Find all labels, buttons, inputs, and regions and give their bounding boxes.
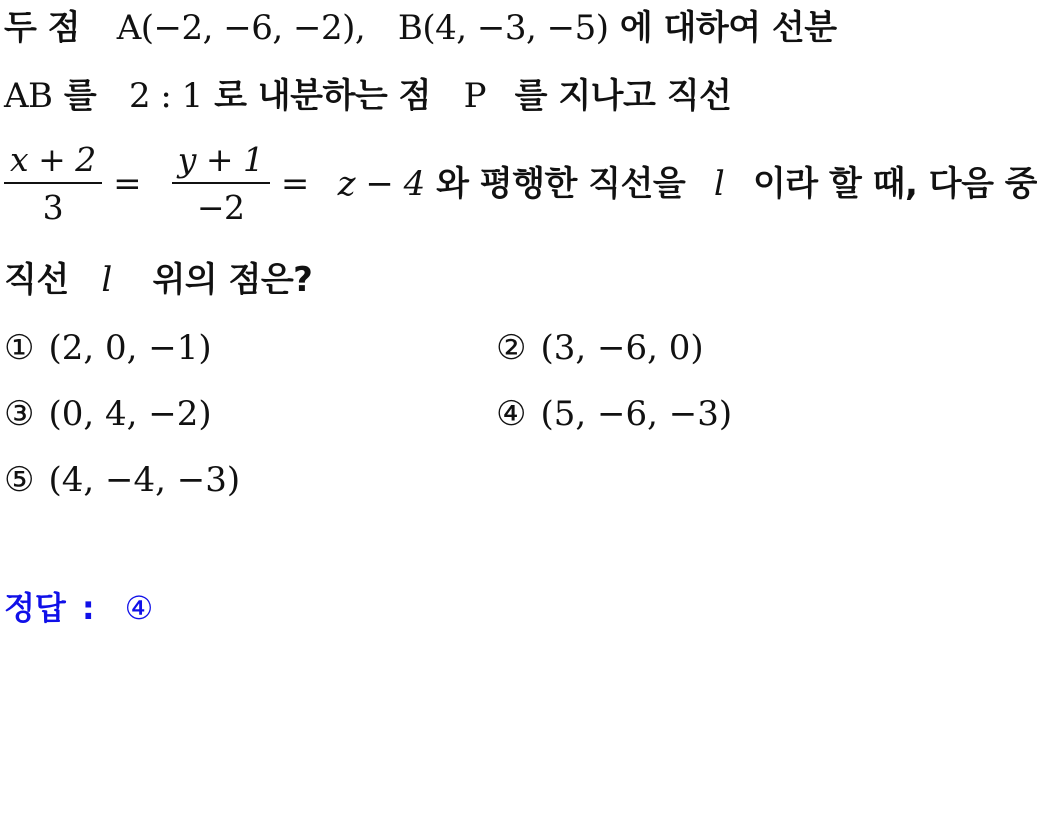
choice-3[interactable]	[4, 394, 212, 434]
text-segment: 위의 점은?	[152, 260, 313, 300]
point-p: P	[463, 76, 486, 116]
problem-line-2	[4, 76, 731, 116]
text-segment: 로 내분하는 점	[214, 76, 431, 116]
fraction-numerator: y + 1	[172, 140, 270, 184]
choice-value: (2, 0, −1)	[48, 328, 212, 368]
fraction-y	[172, 140, 270, 228]
choice-2[interactable]	[496, 328, 704, 368]
choice-number: ⑤	[4, 460, 35, 500]
answer-value: ④	[124, 589, 154, 627]
equals-sign: =	[113, 164, 142, 204]
text-segment: 를	[63, 76, 97, 116]
point-a: A(−2, −6, −2),	[116, 8, 366, 48]
choice-number: ②	[496, 328, 527, 368]
equals-sign: =	[280, 164, 309, 204]
line-l: l	[101, 260, 112, 300]
answer-label: 정답	[4, 589, 66, 627]
choice-value: (0, 4, −2)	[48, 394, 212, 434]
fraction-denominator: −2	[196, 188, 245, 227]
choice-1[interactable]	[4, 328, 212, 368]
fraction-numerator: x + 2	[4, 140, 102, 184]
choice-5[interactable]	[4, 460, 240, 500]
choice-4[interactable]	[496, 394, 732, 434]
text-segment: 에 대하여 선분	[619, 8, 837, 48]
segment-ab: AB	[4, 76, 53, 116]
line-l: l	[713, 164, 725, 204]
choice-value: (4, −4, −3)	[48, 460, 241, 500]
problem-line-4	[4, 260, 312, 300]
text-segment: 직선	[4, 260, 69, 300]
choice-number: ④	[496, 394, 527, 434]
fraction-denominator: 3	[42, 188, 64, 227]
problem-line-3	[4, 140, 1037, 236]
text-segment: 이라 할 때, 다음 중	[752, 164, 1037, 204]
point-b: B(4, −3, −5)	[397, 8, 609, 48]
choice-number: ①	[4, 328, 35, 368]
text-segment: 와 평행한 직선을	[436, 164, 686, 204]
choice-number: ③	[4, 394, 35, 434]
text-segment: 를 지나고 직선	[514, 76, 732, 116]
choice-value: (5, −6, −3)	[540, 394, 733, 434]
choice-value: (3, −6, 0)	[540, 328, 704, 368]
answer-colon: :	[81, 589, 95, 627]
answer-line	[4, 588, 153, 628]
fraction-x	[4, 140, 102, 228]
ratio: 2 : 1	[128, 76, 203, 116]
text-segment: 두 점	[4, 8, 81, 48]
problem-line-1	[4, 8, 837, 48]
z-expression: z − 4	[337, 164, 425, 204]
